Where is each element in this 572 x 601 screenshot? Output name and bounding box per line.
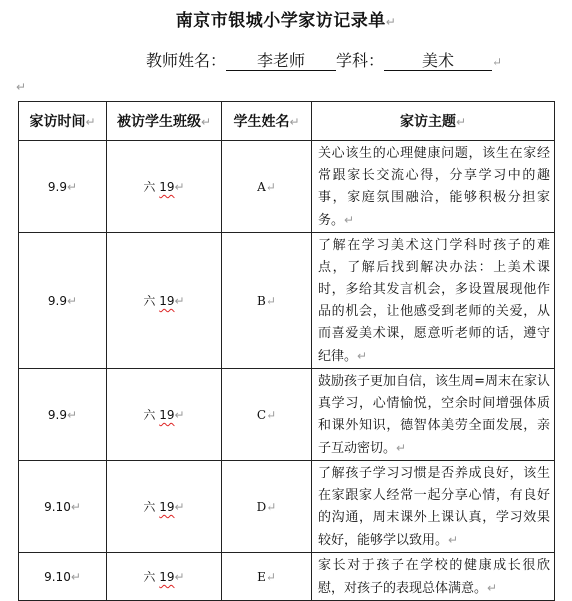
paragraph-mark: ↵ [385, 15, 397, 29]
visit-topic-cell: 了解在学习美术这门学科时孩子的难点，了解后找到解决办法：上美术课时，多给其发言机会，多设置展现他作品的机会，让他感受到老师的关爱，从而喜爱美术课，愿意听老师的话，遵守纪律。↵ [312, 233, 555, 369]
student-name-cell: B↵ [222, 233, 312, 369]
class-cell: 六 19↵ [107, 461, 222, 553]
table-row [19, 141, 555, 233]
visit-date-cell: 9.9↵ [19, 369, 107, 461]
class-cell: 六 19↵ [107, 141, 222, 233]
table-row [19, 369, 555, 461]
class-cell: 六 19↵ [107, 233, 222, 369]
visit-date-cell: 9.10↵ [19, 461, 107, 553]
header-student-name: 学生姓名↵ [222, 102, 312, 141]
student-name-cell: E↵ [222, 553, 312, 601]
header-visit-date: 家访时间↵ [19, 102, 107, 141]
paragraph-mark: ↵ [16, 80, 27, 94]
visit-record-table [18, 101, 555, 601]
student-name-cell: D↵ [222, 461, 312, 553]
table-row [19, 553, 555, 601]
visit-date-cell: 9.10↵ [19, 553, 107, 601]
visit-date-cell: 9.9↵ [19, 141, 107, 233]
teacher-name-label: 教师姓名： [146, 51, 227, 70]
visit-topic-cell: 家长对于孩子在学校的健康成长很欣慰，对孩子的表现总体满意。↵ [312, 553, 555, 601]
student-name-cell: C↵ [222, 369, 312, 461]
header-student-class: 被访学生班级↵ [107, 102, 222, 141]
visit-topic-cell: 关心该生的心理健康问题，该生在家经常跟家长交流心得，分享学习中的趣事，家庭氛围融洽，能够积极分担家务。↵ [312, 141, 555, 233]
student-name-cell: A↵ [222, 141, 312, 233]
paragraph-mark: ↵ [492, 55, 503, 69]
class-cell: 六 19↵ [107, 553, 222, 601]
table-row [19, 233, 555, 369]
class-cell: 六 19↵ [107, 369, 222, 461]
visit-topic-cell: 了解孩子学习习惯是否养成良好，该生在家跟家人经常一起分享心情，有良好的沟通，周末课外上课认真，学习效果较好，能够学以致用。↵ [312, 461, 555, 553]
header-visit-topic: 家访主题↵ [312, 102, 555, 141]
subject-value: 美术 [384, 52, 492, 71]
subject-label: 学科： [336, 51, 385, 70]
visit-topic-cell: 鼓励孩子更加自信，该生周=周末在家认真学习，心情愉悦，空余时间增强体质和课外知识，德智体美劳全面发展，亲子互动密切。↵ [312, 369, 555, 461]
title-text: 南京市银城小学家访记录单 [175, 11, 386, 31]
teacher-name-value: 李老师 [226, 52, 336, 71]
table-header-row [19, 102, 555, 141]
teacher-info-line [146, 48, 502, 71]
visit-date-cell: 9.9↵ [19, 233, 107, 369]
document-title [0, 6, 572, 31]
table-row [19, 461, 555, 553]
